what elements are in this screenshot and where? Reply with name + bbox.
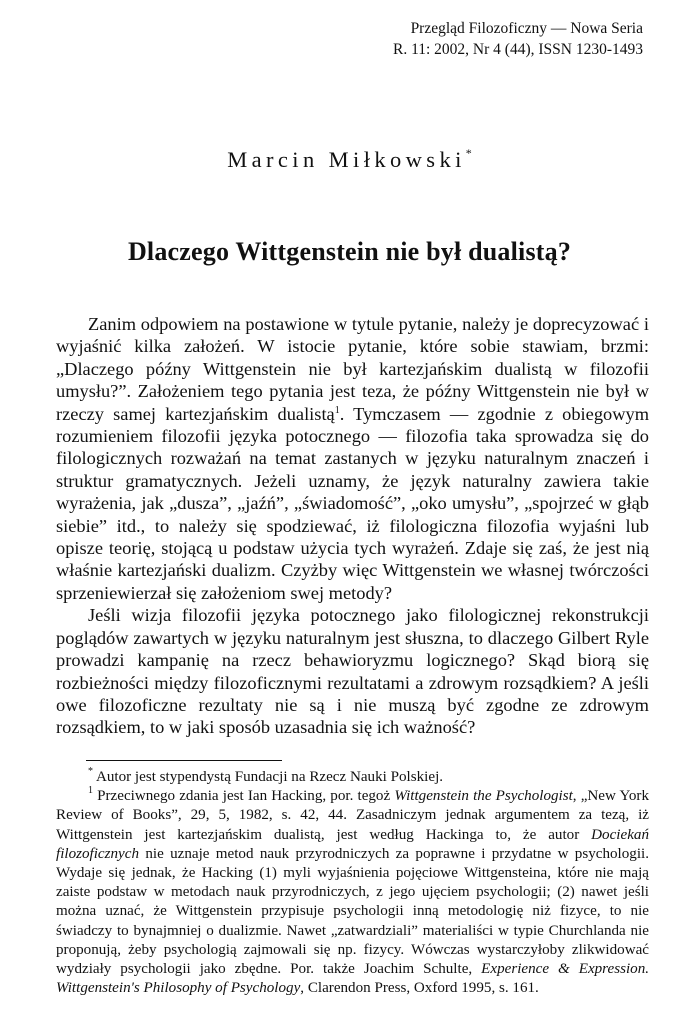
journal-issue: R. 11: 2002, Nr 4 (44), ISSN 1230-1493: [392, 41, 643, 58]
footnote-1-text-a: Przeciwnego zdania jest Ian Hacking, por. tegoż: [93, 788, 395, 805]
footnote-1-text-b: , „New York Review of Books”, 29, 5, 1982, s. 42, 44. Zasadniczym jednak argumentem za tezą, iż Wittgenstein jest kartezjańskim dualistą, jest według Hackinga to, że autor: [56, 788, 649, 843]
paragraph-1-part-a: Zanim odpowiem na postawione w tytule pytanie, należy je doprecyzować i wyjaśnić kilka założeń. W istocie pytanie, które sobie stawiam, brzmi: „Dlaczego późny Wittgenstein nie był kartezjańskim dualistą w filozofii umysłu?”. Założeniem tego pytania jest teza, że późny Wittgenstein nie był w rzeczy samej kartezjańskim dualistą: [56, 314, 649, 424]
footnote-star-text: Autor jest stypendystą Fundacji na Rzecz Nauki Polskiej.: [93, 769, 444, 785]
paragraph-1: [56, 313, 649, 604]
footnote-star: [56, 768, 649, 787]
article-body: [56, 313, 649, 739]
footnote-1-italic-c: Experience & Expression. Wittgenstein's Philosophy of Psychology: [56, 961, 650, 997]
paragraph-1-part-b: . Tymczasem — zgodnie z obiegowym rozumieniem filozofii języka potocznego — filozofia taka sprowadza się do filologicznych rozważań na temat zastanych w języku naturalnym znaczeń i struktur gramatycznych. Jeżeli uznamy, że język naturalny zawiera takie wyrażenia, jak „dusza”, „jaźń”, „świadomość”, „oko umysłu”, „spojrzeć w głąb siebie” itd., to należy się spodziewać, iż filologiczna filozofia wyjaśni lub opisze teorię, stojącą u podstaw użycia tych wyrażeń. Zdaje się zaś, że jest nią właśnie kartezjański dualizm. Czyżby więc Wittgenstein we własnej twórczości sprzeniewierzał się założeniom swej metody?: [56, 403, 650, 603]
footnote-ref-1: 1: [334, 404, 340, 416]
article-title: Dlaczego Wittgenstein nie był dualistą?: [127, 237, 572, 266]
author-footnote-mark: *: [465, 146, 472, 160]
footnote-separator: [86, 760, 282, 761]
paragraph-2: Jeśli wizja filozofii języka potocznego jako filologicznej rekonstrukcji poglądów zawartych w języku naturalnym jest słuszna, to dlaczego Gilbert Ryle prowadzi kampanię na rzecz behawioryzmu logicznego? Skąd biorą się rozbieżności między filozoficznymi rezultatami a zdrowym rozsądkiem? A jeśli owe filozoficzne rezultaty nie są i nie muszą być zgodne ze zdrowym rozsądkiem, to w jaki sposób uzasadnia się ich ważność?: [56, 605, 649, 738]
footnote-1-text-c: nie uznaje metod nauk przyrodniczych za poprawne i przydatne w psychologii. Wydaje się jednak, że Hacking (1) myli wyjaśnienia pojęciowe Wittgensteina, które nie mają zaiste podstaw w metodach nauk przyrodniczych, z jego ujęciem psychologii; (2) nawet jeśli można uznać, że Wittgenstein przypisuje psychologii inną metodologię niż fizyce, to nie świadczy to bynajmniej o dualizmie. Nawet „zatwardziali” materialiści w typie Churchlanda nie proponują, żeby psychologią zajmowali się np. fizycy. Wówczas wystarczyłoby zlikwidować wydziały psychologii jako zbędne. Por. także Joachim Schulte,: [56, 845, 649, 978]
footnote-1-italic-a: Wittgenstein the Psychologist: [394, 788, 573, 805]
journal-header: [393, 18, 643, 60]
footnotes: [56, 768, 649, 998]
footnote-1-mark: 1: [88, 785, 93, 797]
author-name: Marcin Miłkowski: [227, 147, 466, 172]
footnote-star-mark: *: [88, 766, 93, 777]
footnote-1-text-d: , Clarendon Press, Oxford 1995, s. 161.: [300, 980, 539, 997]
journal-name: Przegląd Filozoficzny — Nowa Seria: [410, 20, 643, 37]
author-line: [0, 146, 699, 173]
footnote-1-italic-b: Dociekań filozoficznych: [56, 826, 649, 862]
footnote-1: [56, 787, 649, 998]
